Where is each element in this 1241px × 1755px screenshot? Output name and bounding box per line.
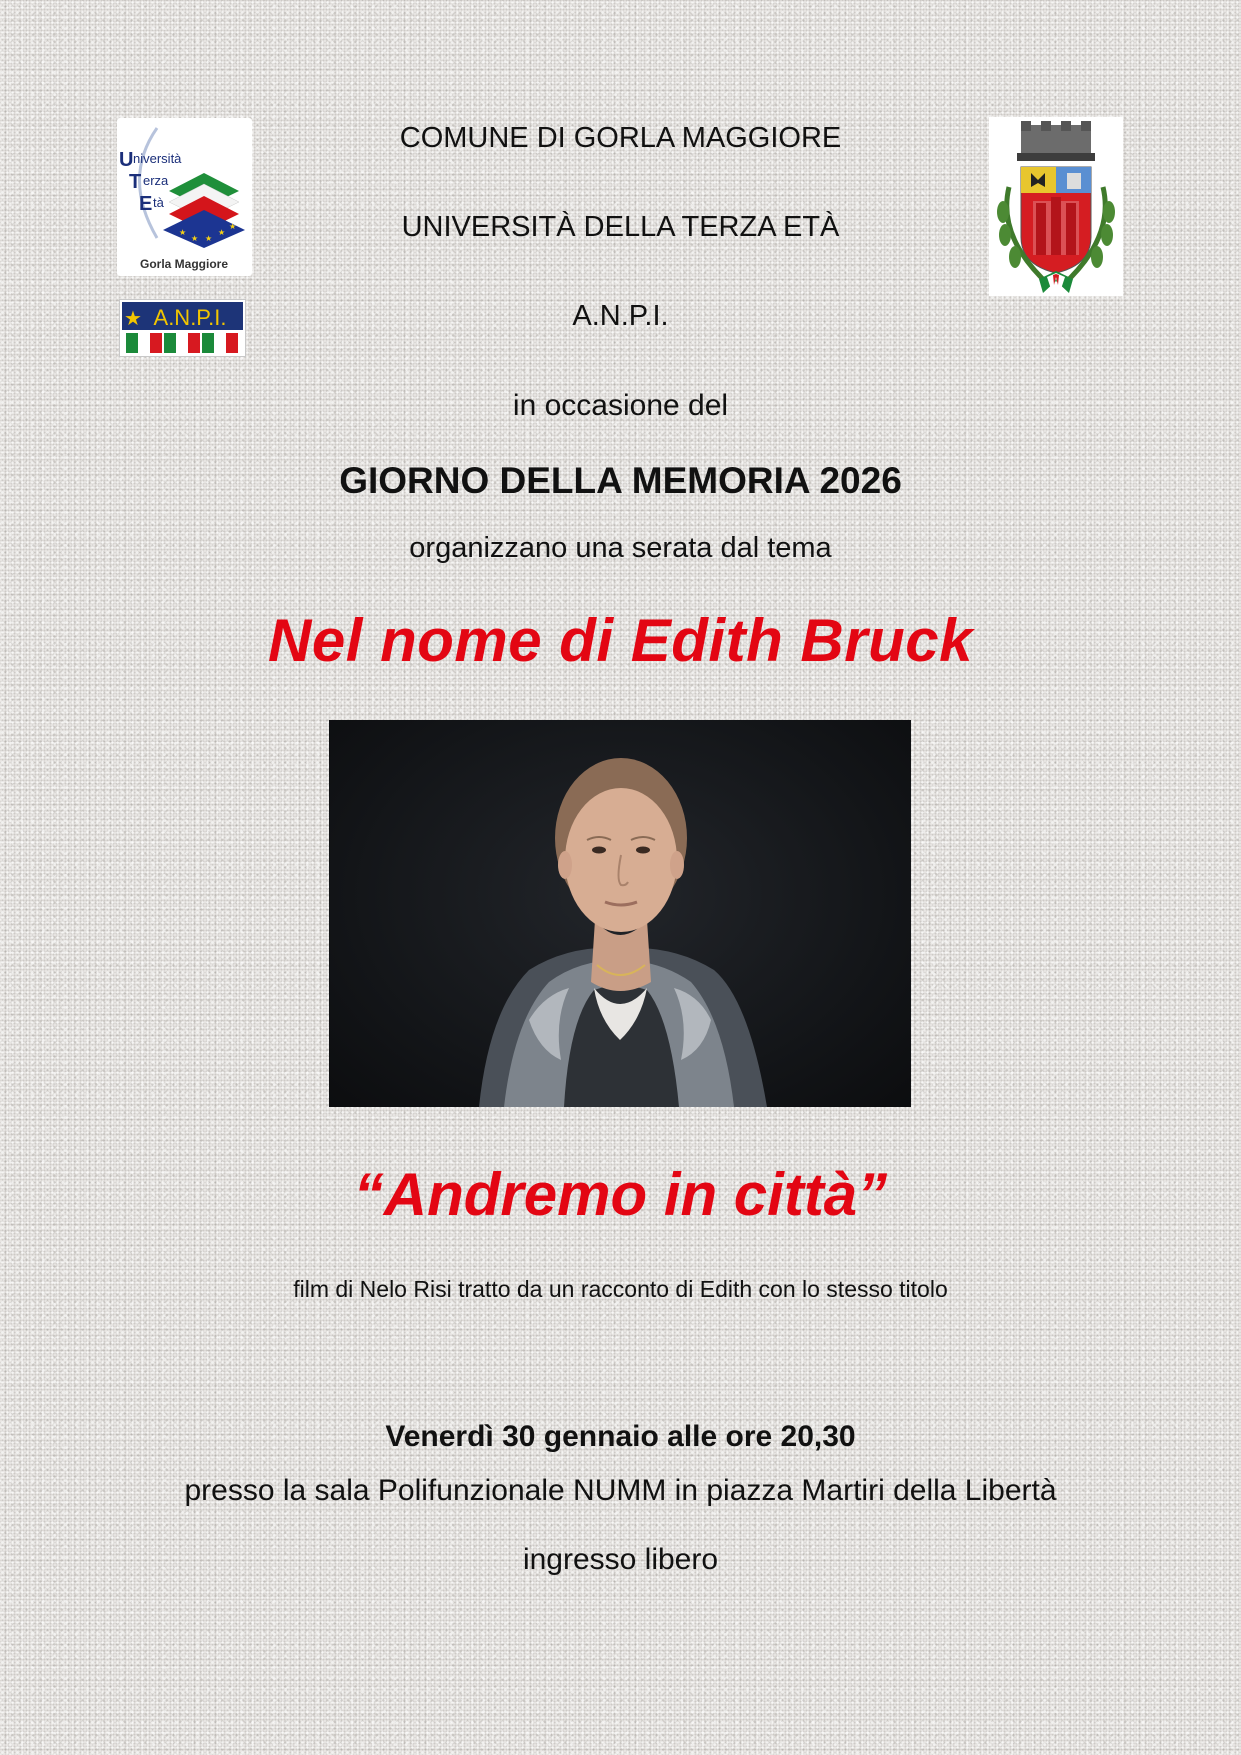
subtitle-text: organizzano una serata dal tema xyxy=(409,532,832,564)
organizer-anpi: A.N.P.I. xyxy=(572,300,669,332)
film-title: “Andremo in città” xyxy=(353,1161,888,1228)
ute-word-terza: erza xyxy=(143,173,169,188)
admission-text: ingresso libero xyxy=(522,1543,719,1576)
event-title: Nel nome di Edith Bruck xyxy=(268,607,973,674)
ute-letter-u: U xyxy=(119,149,134,171)
ute-caption: Gorla Maggiore xyxy=(139,257,229,271)
anpi-badge-text: A.N.P.I. xyxy=(153,305,227,330)
organizer-universita: UNIVERSITÀ DELLA TERZA ETÀ xyxy=(401,211,840,243)
svg-text:★: ★ xyxy=(218,228,226,237)
event-name: GIORNO DELLA MEMORIA 2026 xyxy=(339,460,902,501)
ute-letter-e: E xyxy=(139,193,153,215)
edith-bruck-portrait-photo xyxy=(329,720,911,1107)
svg-text:★: ★ xyxy=(179,228,187,237)
ute-word-eta: tà xyxy=(153,195,164,210)
event-date-time: Venerdì 30 gennaio alle ore 20,30 xyxy=(385,1420,856,1453)
ute-letter-t: T xyxy=(129,171,142,193)
svg-text:★: ★ xyxy=(124,308,142,330)
svg-text:★: ★ xyxy=(191,234,199,243)
intro-text: in occasione del xyxy=(512,389,729,422)
organizer-comune: COMUNE DI GORLA MAGGIORE xyxy=(399,122,842,154)
film-description: film di Nelo Risi tratto da un racconto di Edith con lo stesso titolo xyxy=(293,1276,948,1302)
event-venue: presso la sala Polifunzionale NUMM in piazza Martiri della Libertà xyxy=(184,1474,1057,1507)
svg-text:★: ★ xyxy=(229,222,237,231)
svg-text:★: ★ xyxy=(205,234,213,243)
ute-word-universita: niversità xyxy=(133,151,182,166)
